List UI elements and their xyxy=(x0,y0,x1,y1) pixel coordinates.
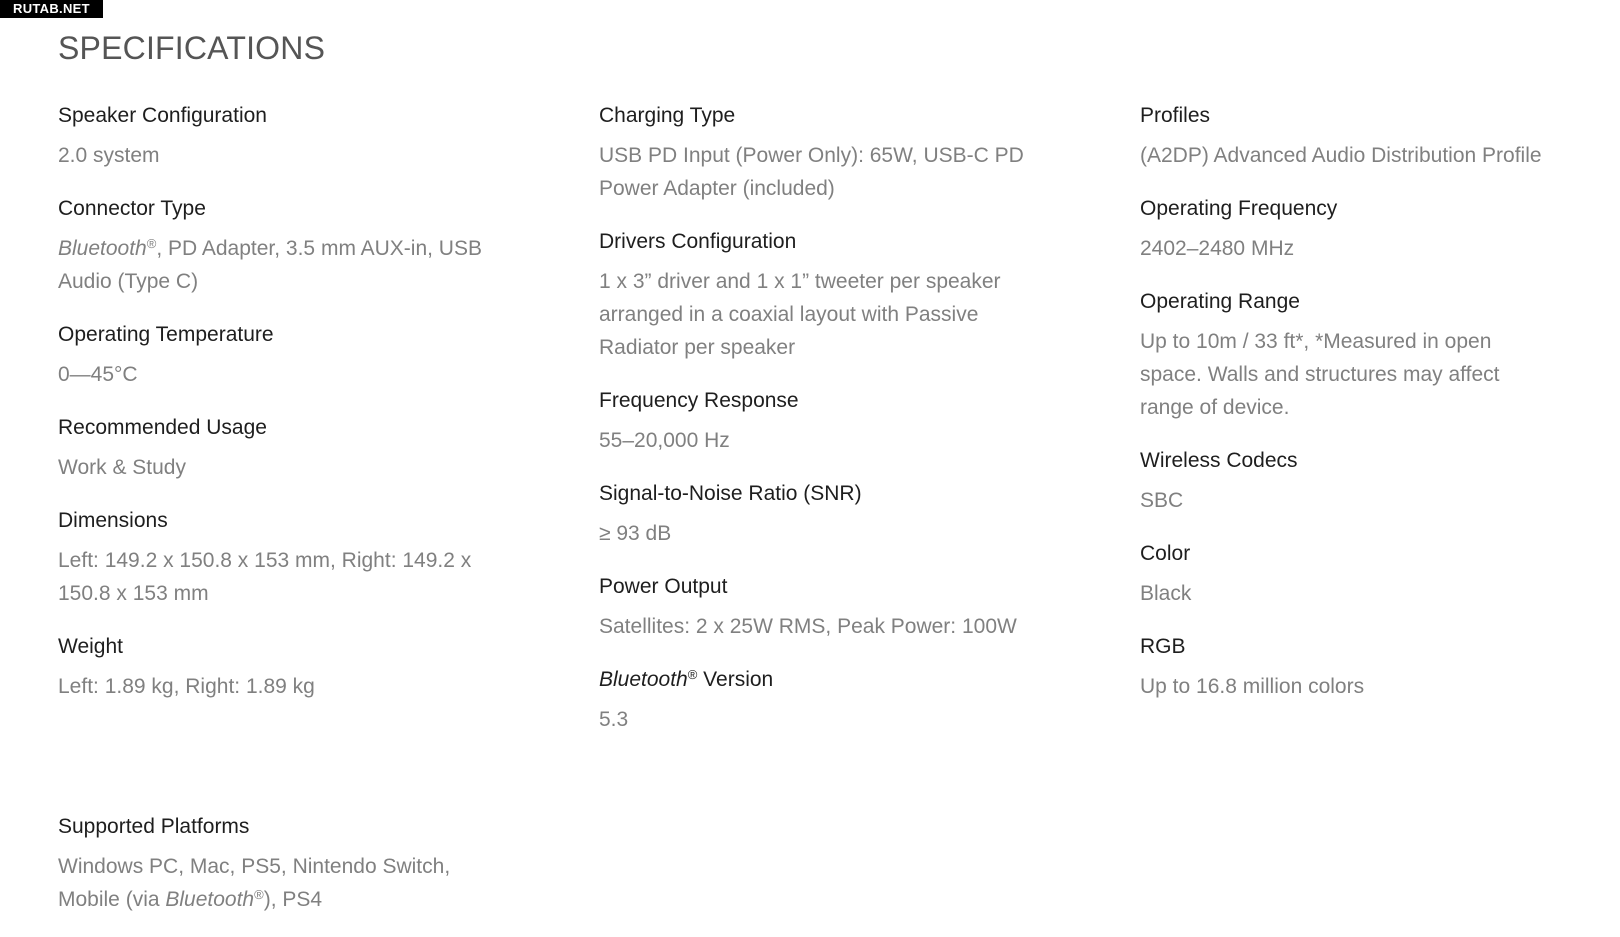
spec-value-text: ), PS4 xyxy=(263,888,323,911)
spec-operating-temperature xyxy=(58,319,538,391)
spec-power-output xyxy=(599,571,1079,643)
spec-label: Speaker Configuration xyxy=(58,104,267,127)
spec-bluetooth-version xyxy=(599,664,1079,736)
spec-dimensions xyxy=(58,505,538,610)
spec-value: Left: 1.89 kg, Right: 1.89 kg xyxy=(58,675,315,698)
spec-frequency-response xyxy=(599,385,1079,457)
spec-value xyxy=(58,850,488,916)
spec-label: Supported Platforms xyxy=(58,815,250,838)
spec-column-2 xyxy=(599,100,1079,757)
spec-value: 1 x 3” driver and 1 x 1” tweeter per speaker arranged in a coaxial layout with Passive Radiator per speaker xyxy=(599,270,1001,359)
spec-speaker-configuration xyxy=(58,100,538,172)
spec-column-3 xyxy=(1140,100,1620,724)
spec-label: Connector Type xyxy=(58,197,206,220)
spec-supported-platforms xyxy=(58,811,538,916)
bluetooth-trademark: Bluetooth xyxy=(165,888,255,911)
spec-value: 2.0 system xyxy=(58,144,160,167)
bluetooth-trademark: Bluetooth xyxy=(58,237,147,260)
spec-label xyxy=(599,664,1079,696)
spec-label: Operating Temperature xyxy=(58,323,274,346)
spec-value: Work & Study xyxy=(58,456,186,479)
spec-value: ≥ 93 dB xyxy=(599,522,672,545)
spec-label: Profiles xyxy=(1140,104,1211,127)
spec-operating-frequency xyxy=(1140,193,1620,265)
spec-charging-type xyxy=(599,100,1079,205)
spec-value xyxy=(58,232,488,298)
bluetooth-trademark: Bluetooth xyxy=(599,668,688,691)
spec-label: Weight xyxy=(58,635,123,658)
registered-mark: ® xyxy=(254,887,264,902)
spec-label: Dimensions xyxy=(58,509,168,532)
spec-label: Drivers Configuration xyxy=(599,230,797,253)
spec-profiles xyxy=(1140,100,1620,172)
spec-weight xyxy=(58,631,538,703)
spec-label: Operating Frequency xyxy=(1140,197,1338,220)
spec-label: Wireless Codecs xyxy=(1140,449,1298,472)
spec-label: Recommended Usage xyxy=(58,416,267,439)
spec-drivers-configuration xyxy=(599,226,1079,364)
spec-label-text: Version xyxy=(697,668,774,691)
spec-label: Operating Range xyxy=(1140,290,1300,313)
spec-label: Power Output xyxy=(599,575,728,598)
watermark: RUTAB.NET xyxy=(0,0,103,18)
spec-column-1 xyxy=(58,100,538,724)
registered-mark: ® xyxy=(146,236,157,251)
spec-label: Color xyxy=(1140,542,1191,565)
spec-value-text: , PD Adapter, 3.5 mm AUX-in, USB Audio (Type C) xyxy=(58,237,482,293)
spec-value: Black xyxy=(1140,582,1192,605)
spec-label: Signal-to-Noise Ratio (SNR) xyxy=(599,482,862,505)
spec-value: Up to 16.8 million colors xyxy=(1140,675,1365,698)
spec-label: Charging Type xyxy=(599,104,736,127)
page-title: SPECIFICATIONS xyxy=(58,30,326,66)
spec-rgb xyxy=(1140,631,1620,703)
spec-wireless-codecs xyxy=(1140,445,1620,517)
spec-value-text: Windows PC, Mac, PS5, Nintendo Switch, Mobile (via xyxy=(58,855,451,911)
spec-recommended-usage xyxy=(58,412,538,484)
spec-value: Satellites: 2 x 25W RMS, Peak Power: 100W xyxy=(599,615,1017,638)
registered-mark: ® xyxy=(687,667,698,682)
spec-snr xyxy=(599,478,1079,550)
spec-value: USB PD Input (Power Only): 65W, USB-C PD Power Adapter (included) xyxy=(599,144,1024,200)
spec-value: 2402–2480 MHz xyxy=(1140,237,1295,260)
spec-value: SBC xyxy=(1140,489,1184,512)
spec-value: 55–20,000 Hz xyxy=(599,429,730,452)
spec-value: Left: 149.2 x 150.8 x 153 mm, Right: 149.2 x 150.8 x 153 mm xyxy=(58,549,472,605)
spec-connector-type xyxy=(58,193,538,298)
spec-value: 0—45°C xyxy=(58,363,138,386)
spec-value: 5.3 xyxy=(599,708,629,731)
spec-label: RGB xyxy=(1140,635,1186,658)
spec-value: Up to 10m / 33 ft*, *Measured in open space. Walls and structures may affect range of device. xyxy=(1140,330,1500,419)
spec-label: Frequency Response xyxy=(599,389,799,412)
spec-value: (A2DP) Advanced Audio Distribution Profile xyxy=(1140,144,1542,167)
spec-color xyxy=(1140,538,1620,610)
spec-operating-range xyxy=(1140,286,1620,424)
